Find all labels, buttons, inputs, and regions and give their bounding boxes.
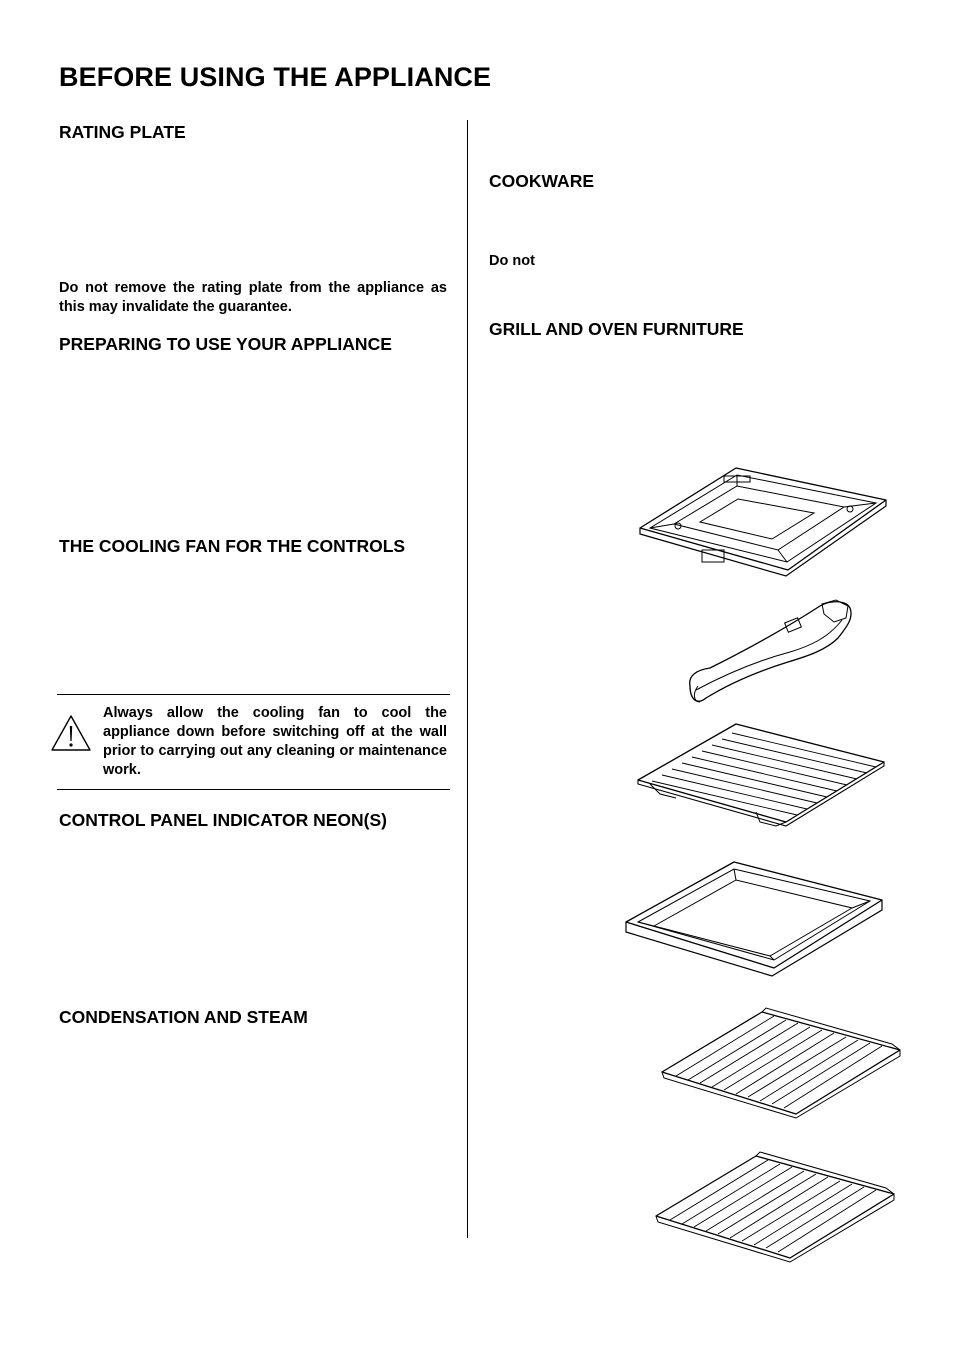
cooling-fan-heading: THE COOLING FAN FOR THE CONTROLS bbox=[59, 536, 406, 556]
condensation-heading: CONDENSATION AND STEAM bbox=[59, 1007, 308, 1027]
warning-bottom-rule bbox=[57, 789, 450, 790]
rating-plate-heading: RATING PLATE bbox=[59, 122, 186, 142]
column-divider bbox=[467, 120, 468, 1238]
control-panel-heading: CONTROL PANEL INDICATOR NEON(S) bbox=[59, 810, 387, 830]
warning-triangle-icon bbox=[50, 713, 92, 753]
cookware-heading: COOKWARE bbox=[489, 171, 594, 191]
furniture-heading: GRILL AND OVEN FURNITURE bbox=[489, 319, 744, 339]
page-title: BEFORE USING THE APPLIANCE bbox=[59, 62, 492, 92]
preparing-heading: PREPARING TO USE YOUR APPLIANCE bbox=[59, 334, 392, 354]
grill-pan-handle-icon bbox=[686, 598, 854, 710]
baking-tray-icon bbox=[624, 860, 886, 976]
cookware-note: Do not bbox=[489, 253, 535, 269]
oven-shelf-icon bbox=[660, 1006, 904, 1118]
grill-pan-icon bbox=[638, 466, 888, 576]
grill-pan-grid-icon bbox=[636, 722, 888, 828]
warning-top-rule bbox=[57, 694, 450, 695]
oven-shelf-icon bbox=[654, 1150, 898, 1262]
cooling-fan-warning: Always allow the cooling fan to cool the appliance down before switching off at the wall prior to carrying out any cleaning or maintenance work. bbox=[103, 705, 447, 778]
rating-plate-note: Do not remove the rating plate from the appliance as this may invalidate the guarantee. bbox=[59, 280, 447, 315]
